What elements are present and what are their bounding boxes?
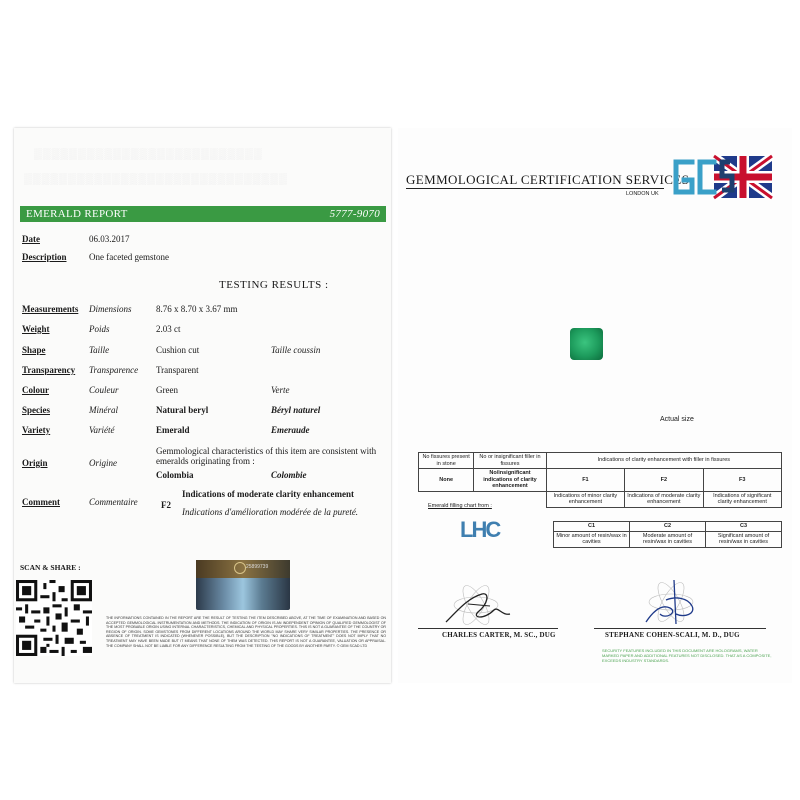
origin-fr: Origine bbox=[89, 458, 117, 468]
report-number: 5777-9070 bbox=[329, 208, 380, 220]
variety-label: Variety bbox=[22, 425, 51, 435]
transparency-fr: Transparence bbox=[89, 365, 139, 375]
colour-label: Colour bbox=[22, 385, 49, 395]
clarity-enhancement-table bbox=[418, 452, 782, 508]
scan-share-label: SCAN & SHARE : bbox=[20, 563, 81, 572]
hologram-seal-icon bbox=[234, 562, 246, 574]
signature-line bbox=[418, 628, 558, 629]
company-name: GEMMOLOGICAL CERTIFICATION SERVICES bbox=[406, 172, 690, 187]
colour-value-fr: Verte bbox=[271, 385, 290, 395]
report-title: EMERALD REPORT bbox=[26, 208, 128, 220]
signature-carter bbox=[438, 580, 518, 630]
species-value: Natural beryl bbox=[156, 405, 209, 415]
emerald-report-page bbox=[14, 128, 391, 683]
shape-label: Shape bbox=[22, 345, 46, 355]
disclaimer-text: THE INFORMATIONS CONTAINED IN THE REPORT ARE THE RESULT OF TESTING THE ITEM DESCRIBED ABOVE, AT THE TIME OF EXAMINATION AND BASED ON ACCEPTED GEMMOLOGICAL INSTRUMENTATION AND METHODS. THE INDICATION OF ORIGIN IS AN INDEPENDENT OPINION OF QUALIFIED GEMMOLOGIST OF THE MOST PROBABLE ORIGIN USING INTERNAL CHARACTERISTICS, CHEMICAL AND PHYSICAL PROPERTIES. THIS IS NOT A GUARANTEE OF THE COUNTRY OR REGION OF ORIGIN. SOME GEMSTONES FROM DIFFERENT LOCATIONS AROUND THE WORLD MAY SHARE VERY SIMILAR PROPERTIES. THE PRESENCE OR ABSENCE OF TREATMENT IS INDICATED (WHENEVER POSSIBLE), BUT THE DESCRIPTION "NO INDICATIONS OF TREATMENT" DOES NOT IMPLY THAT NO TREATMENT MAY HAVE BEEN MADE BUT IT MEANS THAT NONE OF THEM WAS DETECTED. THIS REPORT IS NOT A GUARANTEE, VALUATION OR APPRAISAL. THE COMPANY SHALL NOT BE LIABLE FOR ANY DIFFERENCE RESULTING FROM THE TESTING OF THE GOODS BY ANOTHER PARTY. © GEM SCAD LTD bbox=[106, 616, 386, 648]
description-label: Description bbox=[22, 252, 67, 262]
measurements-value: 8.76 x 8.70 x 3.67 mm bbox=[156, 304, 238, 314]
cell-c3: C3 bbox=[706, 522, 782, 532]
date-value: 06.03.2017 bbox=[89, 234, 130, 244]
cell-f1: F1 bbox=[546, 469, 624, 492]
certificate-page bbox=[398, 128, 792, 683]
qr-code[interactable] bbox=[16, 580, 92, 656]
svg-text:LHC: LHC bbox=[460, 517, 500, 542]
header-insignificant: No or insignificant filler in fissures bbox=[474, 453, 546, 469]
cell-c2: C2 bbox=[630, 522, 706, 532]
cell-f3: F3 bbox=[703, 469, 781, 492]
watermark: ▒▒▒▒▒▒▒▒▒▒▒▒▒▒▒▒▒▒▒▒▒▒▒▒▒▒▒▒▒▒ bbox=[24, 173, 288, 185]
cell-c1: C1 bbox=[554, 522, 630, 532]
hologram-number: 25899739 bbox=[246, 564, 269, 570]
variety-fr: Variété bbox=[89, 425, 115, 435]
comment-value: Indications of moderate clarity enhancement bbox=[182, 489, 354, 499]
weight-label: Weight bbox=[22, 324, 50, 334]
lhc-logo-icon bbox=[458, 513, 506, 543]
gcs-logo-icon bbox=[668, 154, 774, 200]
comment-value-fr: Indications d'amélioration modérée de la pureté. bbox=[182, 507, 359, 517]
gemstone-photo bbox=[570, 328, 603, 360]
comment-fr: Commentaire bbox=[89, 497, 138, 507]
species-label: Species bbox=[22, 405, 50, 415]
header-indications: Indications of clarity enhancement with filler in fissures bbox=[546, 453, 781, 469]
cell-none: None bbox=[419, 469, 474, 492]
cell-c1-desc: Minor amount of resin/wax in cavities bbox=[554, 531, 630, 547]
measurements-label: Measurements bbox=[22, 304, 79, 314]
date-label: Date bbox=[22, 234, 40, 244]
origin-value-fr: Colombie bbox=[271, 470, 307, 480]
cell-no-indications: No/insignificant indications of clarity enhancement bbox=[474, 469, 546, 492]
report-header-bar bbox=[20, 206, 386, 222]
security-notice: SECURITY FEATURES INCLUDED IN THIS DOCUMENT ARE HOLOGRAMS, WATER MARKED PAPER AND ADDITIONAL FEATURES NOT DISCLOSED. THAT AS A COMPOSITE, EXCEEDS INDUSTRY STANDARDS. bbox=[602, 648, 772, 663]
signature-line bbox=[594, 628, 766, 629]
signer-cohen-scali: STEPHANE COHEN-SCALI, M. D., DUG bbox=[605, 631, 740, 639]
weight-value: 2.03 ct bbox=[156, 324, 181, 334]
measurements-fr: Dimensions bbox=[89, 304, 132, 314]
cell-c2-desc: Moderate amount of resin/wax in cavities bbox=[630, 531, 706, 547]
colour-fr: Couleur bbox=[89, 385, 119, 395]
species-value-fr: Béryl naturel bbox=[271, 405, 321, 415]
shape-value: Cushion cut bbox=[156, 345, 200, 355]
origin-value: Colombia bbox=[156, 470, 194, 480]
origin-text: Gemmological characteristics of this item are consistent with emeralds originating from : bbox=[156, 446, 377, 466]
comment-label: Comment bbox=[22, 497, 60, 507]
cavity-filling-table bbox=[553, 521, 782, 548]
variety-value-fr: Emeraude bbox=[271, 425, 310, 435]
transparency-label: Transparency bbox=[22, 365, 76, 375]
cell-f3-desc: Indications of significant clarity enhancement bbox=[703, 491, 781, 507]
colour-value: Green bbox=[156, 385, 178, 395]
weight-fr: Poids bbox=[89, 324, 110, 334]
cell-f1-desc: Indications of minor clarity enhancement bbox=[546, 491, 624, 507]
origin-label: Origin bbox=[22, 458, 48, 468]
species-fr: Minéral bbox=[89, 405, 118, 415]
cell-f2-desc: Indications of moderate clarity enhancement bbox=[625, 491, 703, 507]
header-no-fissures: No fissures present in stone bbox=[419, 453, 474, 469]
company-location: LONDON UK bbox=[626, 191, 659, 197]
watermark: ▒▒▒▒▒▒▒▒▒▒▒▒▒▒▒▒▒▒▒▒▒▒▒▒▒▒ bbox=[34, 148, 263, 160]
filling-chart-label: Emerald filling chart from : bbox=[428, 503, 492, 509]
cell-c3-desc: Significant amount of resin/wax in cavities bbox=[706, 531, 782, 547]
transparency-value: Transparent bbox=[156, 365, 199, 375]
shape-value-fr: Taille coussin bbox=[271, 345, 321, 355]
testing-results-title: TESTING RESULTS : bbox=[219, 279, 329, 291]
description-value: One faceted gemstone bbox=[89, 252, 169, 262]
cell-f2: F2 bbox=[625, 469, 703, 492]
variety-value: Emerald bbox=[156, 425, 190, 435]
shape-fr: Taille bbox=[89, 345, 110, 355]
signer-carter: CHARLES CARTER, M. SC., DUG bbox=[442, 631, 556, 639]
title-rule bbox=[406, 188, 664, 189]
hologram-strip bbox=[196, 560, 290, 578]
signature-cohen-scali bbox=[636, 574, 706, 630]
actual-size-caption: Actual size bbox=[660, 416, 694, 423]
comment-code: F2 bbox=[161, 500, 171, 510]
